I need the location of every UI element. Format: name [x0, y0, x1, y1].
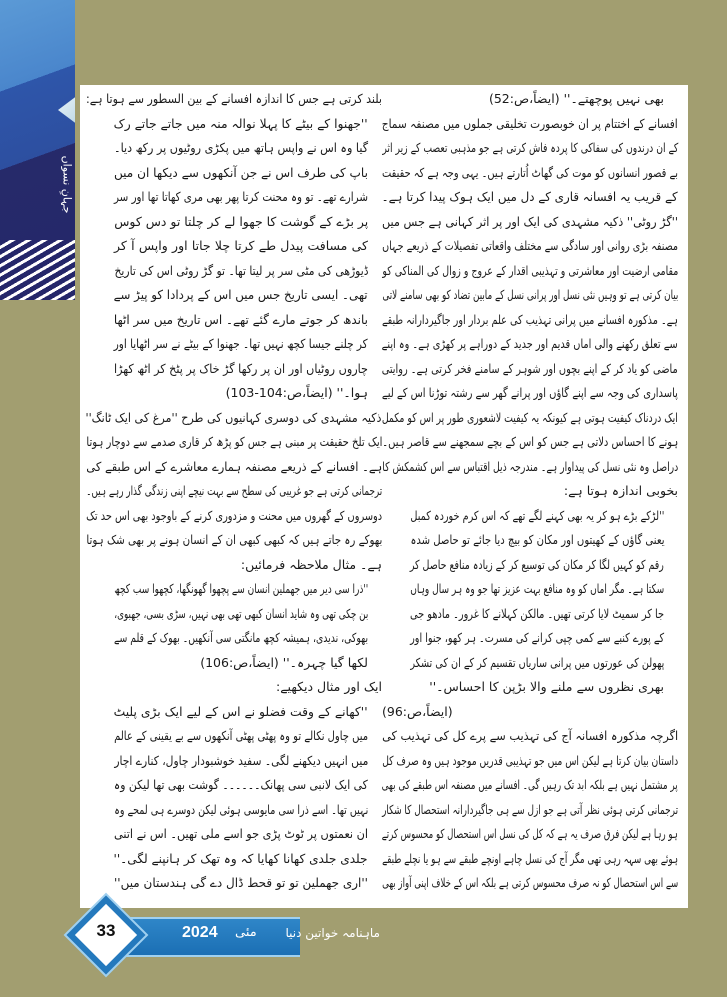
text-line: میں انہیں دیکھنے لگی۔ سفید خوشبودار چاول، کنارے اچار — [114, 752, 368, 768]
text-line: بھی نہیں پوچھتے۔'' (ایضاً،ص:52) — [488, 91, 664, 106]
text-line: بھری نظروں سے ملنے والا بڑپن کا احساس۔'' — [429, 679, 664, 694]
decorative-stripes — [0, 240, 75, 300]
magazine-name: ماہنامہ خواتین دنیا — [285, 926, 380, 940]
text-line: جا کر سمیٹ لایا کرتی تھیں۔ مالکن کہلانے کا غرور۔ مادھو جی — [410, 605, 664, 621]
text-line: بن چکی تھی وہ شاید انسان کبھی تھی بھی نہیں، سڑی بسی، جھبوی، — [114, 605, 368, 621]
text-line: بھوکی، ندیدی، ہمیشہ کچھ مانگتی سی آنکھیں۔ بھوک کے قلم سے — [114, 630, 368, 645]
text-line: بلند کرتی ہے جس کا اندازہ افسانے کے بین السطور سے ہوتا ہے: — [86, 91, 382, 106]
section-sidebar-strip — [0, 0, 75, 300]
text-line: ہے۔ مثال ملاحظہ فرمائیں: — [240, 556, 382, 572]
text-line: یعنی گاؤں کے کھیتوں اور مکان کو بیچ دیا جائے تو حاصل شدہ — [410, 532, 664, 547]
text-line: ''جھنوا کے بیٹے کا پہلا نوالہ منہ میں جاتے جاتے رک — [114, 115, 368, 131]
section-title: جہانِ نسواں — [60, 155, 74, 214]
text-line: پر بڑے کے گوشت کا جھوا لے کر چلتا تو دس کوس — [114, 213, 368, 229]
text-line: بھوکے رہ جاتے ہیں کہ کبھی کبھی ان کے انسان ہونے پر بھی شک ہوتا — [86, 532, 382, 547]
text-line: ہے۔ افسانے کے ذریعے مصنفہ ہمارے معاشرے کے اس طبقے کی — [86, 458, 382, 474]
text-line: ہو رہا ہے لیکن فرق صرف یہ ہے کہ کل کی نسل اس استحصال کو محسوس کرتے — [382, 826, 678, 841]
text-line: کے قریب یہ افسانہ قاری کے دل میں ایک ہوک پیدا کرتا ہے۔ — [382, 189, 678, 204]
text-line: ''لڑکے بڑے ہو کر یہ بھی کہنے لگے تھے کہ اس کرم خوردہ کمبل — [410, 507, 664, 523]
text-line: ایک تلخ حقیقت پر مبنی ہے جس کو پڑھ کر قاری صدمے سے دوچار ہوتا — [86, 434, 382, 449]
text-line: کر چلنے جیسا کچھ نہیں تھا۔ جھنوا کے بیٹے نے سر اٹھایا اور — [114, 336, 368, 351]
text-line: ایک دردناک کیفیت ہوتی ہے کیونکہ یہ کیفیت لاشعوری طور پر اس کو مکمل — [382, 409, 678, 425]
text-line: پاسداری کی وجہ سے اپنے گاؤں اور پرانے گھر سے رشتہ توڑنا اس کے لیے — [382, 385, 678, 400]
text-line: بیان کرتی ہے تو وہیں نئی نسل اور پرانی نسل کے مابین تضاد کو بھی سامنے لاتی — [382, 287, 678, 302]
text-line: ''گڑ روٹی'' ذکیہ مشہدی کی ایک اور پر اثر کہانی ہے جس میں — [382, 213, 678, 229]
text-line: کے پورے کنبے سے کمی چپی کرانے کی مسرت۔ ہر کھو، جنوا اور — [410, 630, 664, 645]
text-line: ہونے کا احساس دلاتی ہے جس کو اس کے بچے سمجھنے سے قاصر ہیں۔ — [382, 434, 678, 449]
decorative-notch — [58, 95, 75, 125]
text-line: دوسروں کے گھروں میں محنت و مزدوری کرنے کے باوجود بھی اس حد تک — [86, 507, 382, 523]
text-line: باندھ کر جوتے مارے گئے تھے۔ اس تاریخ میں سر اٹھا — [114, 311, 368, 327]
text-line: سکتا ہے۔ مگر اماں کو وہ منافع بہت عزیز تھا جو وہ ہر سال وہاں — [410, 581, 664, 596]
text-line: کی ایک لانبی سی پھانک۔۔۔۔۔۔ گوشت بھی تھا لیکن وہ — [114, 777, 368, 792]
text-line: ترجمانی کرتی ہے جو غریبی کی سطح سے بہت نیچے اپنی زندگی گذار رہے ہیں۔ — [86, 483, 382, 498]
text-line: کی مسافت پیدل طے کرتا چلا جاتا اور واپس آ کر — [114, 238, 368, 253]
text-line: دراصل وہ نئی نسل کی پیداوار ہے۔ مندرجہ ذیل اقتباس سے اس کشمکش کا — [382, 458, 678, 474]
text-line: افسانے کے اختتام پر ان خوبصورت تخلیقی جملوں میں مصنفہ سماج — [382, 115, 678, 131]
text-line: جلدی جلدی کھانا کھایا کہ وہ تھک کر ہانپنے لگی۔'' — [114, 850, 368, 866]
text-line: بخوبی اندازہ ہوتا ہے: — [563, 483, 678, 498]
text-line: ''ذرا سی دیر میں جھملین انسان سے پچھوا گھونگھا، کچھوا سب کچھ — [113, 581, 368, 596]
left-column — [86, 87, 382, 907]
text-line: ہوا۔'' (ایضاً،ص:104-103) — [225, 385, 368, 400]
article-page — [80, 85, 688, 908]
text-line: ''اری جھملین تو تو قحط ڈال دے گی ہندستان میں'' — [114, 875, 368, 890]
text-line: رقم کو کہیں لگا کر مکان کی توسیع کر کے زیادہ منافع حاصل کر — [410, 556, 664, 572]
text-line: (ایضاً،ص:96) — [382, 703, 453, 719]
text-line: کے ان درندوں کی سفاکی کا پردہ فاش کرتی ہے جو مذہبی تعصب کے زیر اثر — [382, 140, 678, 155]
issue-year: 2024 — [182, 924, 218, 941]
text-line: تھی۔ ایسی تاریخ جس میں اس کے پردادا کو پیڑ سے — [114, 287, 368, 302]
text-line: شرارے تھے۔ تو وہ محنت کرتا پھر بھی مری کھاتا تھا اور سر — [114, 189, 368, 204]
text-line: باپ کی طرف اس نے جن آنکھوں سے دیکھا ان میں — [114, 164, 368, 180]
text-line: ایک اور مثال دیکھیے: — [276, 679, 382, 694]
text-line: مصنفہ بڑی روانی اور سادگی سے مختلف واقعاتی تفصیلات کے ذریعے جہاں — [382, 238, 678, 253]
text-line: سے اس استحصال کو نہ صرف محسوس کرتی ہے بلکہ اس کے خلاف اپنی آواز بھی — [382, 875, 678, 890]
text-line: ماضی کو یاد کر کے اپنے بچوں اور شوہر کے سامنے فخر کرتی ہے۔ روایتی — [382, 360, 678, 376]
right-column — [382, 87, 678, 907]
text-line: سے تعلق رکھنے والی اماں قدیم اور جدید کے دوراہے پر کھڑی ہے۔ وہ اپنے — [382, 336, 678, 351]
text-line: ہے۔ مذکورہ افسانے میں پرانی تہذیب کی علم بردار اور جاگیردارانہ طبقے — [382, 311, 678, 327]
text-line: پھولن کی عورتوں میں پرانی ساریاں تقسیم کر کے ان کی تشکر — [410, 654, 664, 670]
text-line: ذکیہ مشہدی کی دوسری کہانیوں کی طرح ''مرغ کی ایک ٹانگ'' — [86, 409, 382, 425]
text-line: اگرچہ مذکورہ افسانہ آج کی تہذیب سے پرے کل کی تہذیب کی — [382, 728, 678, 743]
text-line: ترجمانی کرتی ہوئی نظر آتی ہے جو ازل سے ہی جاگیردارانہ استحصال کا شکار — [382, 801, 678, 817]
text-line: پر مشتمل نہیں ہے بلکہ ابد تک رہیں گی۔ افسانے میں مصنفہ اس طبقے کی بھی — [382, 777, 678, 792]
page-footer — [70, 905, 380, 965]
text-line: داستان بیان کرتا ہے لیکن اس میں جو تہذیبی قدریں موجود ہیں وہ صرف کل — [382, 752, 678, 768]
page-number: 33 — [96, 921, 116, 940]
text-line: لکھا گیا چہرہ۔'' (ایضاً،ص:106) — [200, 654, 368, 670]
text-line: چاروں روٹیاں اور ان پر رکھا گڑ خاک پر پٹخ کر اٹھ کھڑا — [114, 360, 368, 376]
text-line: ان نعمتوں پر ٹوٹ پڑی جو اسے ملی تھیں۔ اس نے اتنی — [114, 826, 368, 841]
text-line: ڈیوڑھی کی مٹی سر پر لیتا تھا۔ تو گڑ روٹی اس کی تاریخ — [114, 262, 368, 278]
text-line: ہوئے بھی سہہ رہی تھی مگر آج کی نسل چاہے اونچے طبقے سے ہو یا نچلے طبقے — [382, 850, 678, 866]
issue-month: مئی — [235, 925, 257, 940]
text-line: ''کھانے کے وقت فضلو نے اس کے لیے ایک بڑی پلیٹ — [114, 703, 368, 719]
text-line: گیا وہ اس نے واپس ہاتھ میں پکڑی روٹیوں پر رکھ دیا۔ — [114, 140, 368, 155]
text-line: میں چاول نکالے تو وہ پھٹی پھٹی آنکھوں سے بے یقینی کے عالم — [114, 728, 368, 743]
text-line: مقامی ارضیت اور معاشرتی و تہذیبی اقدار کے عروج و زوال کی المناکی کو — [382, 262, 678, 278]
text-line: نہیں تھا۔ اسے ذرا سی مایوسی ہوئی لیکن دوسرے ہی لمحے وہ — [114, 801, 368, 817]
text-line: بے قصور انسانوں کو موت کی گھاٹ اُتارتے ہیں۔ یہی وجہ ہے کہ حقیقت — [382, 164, 678, 180]
